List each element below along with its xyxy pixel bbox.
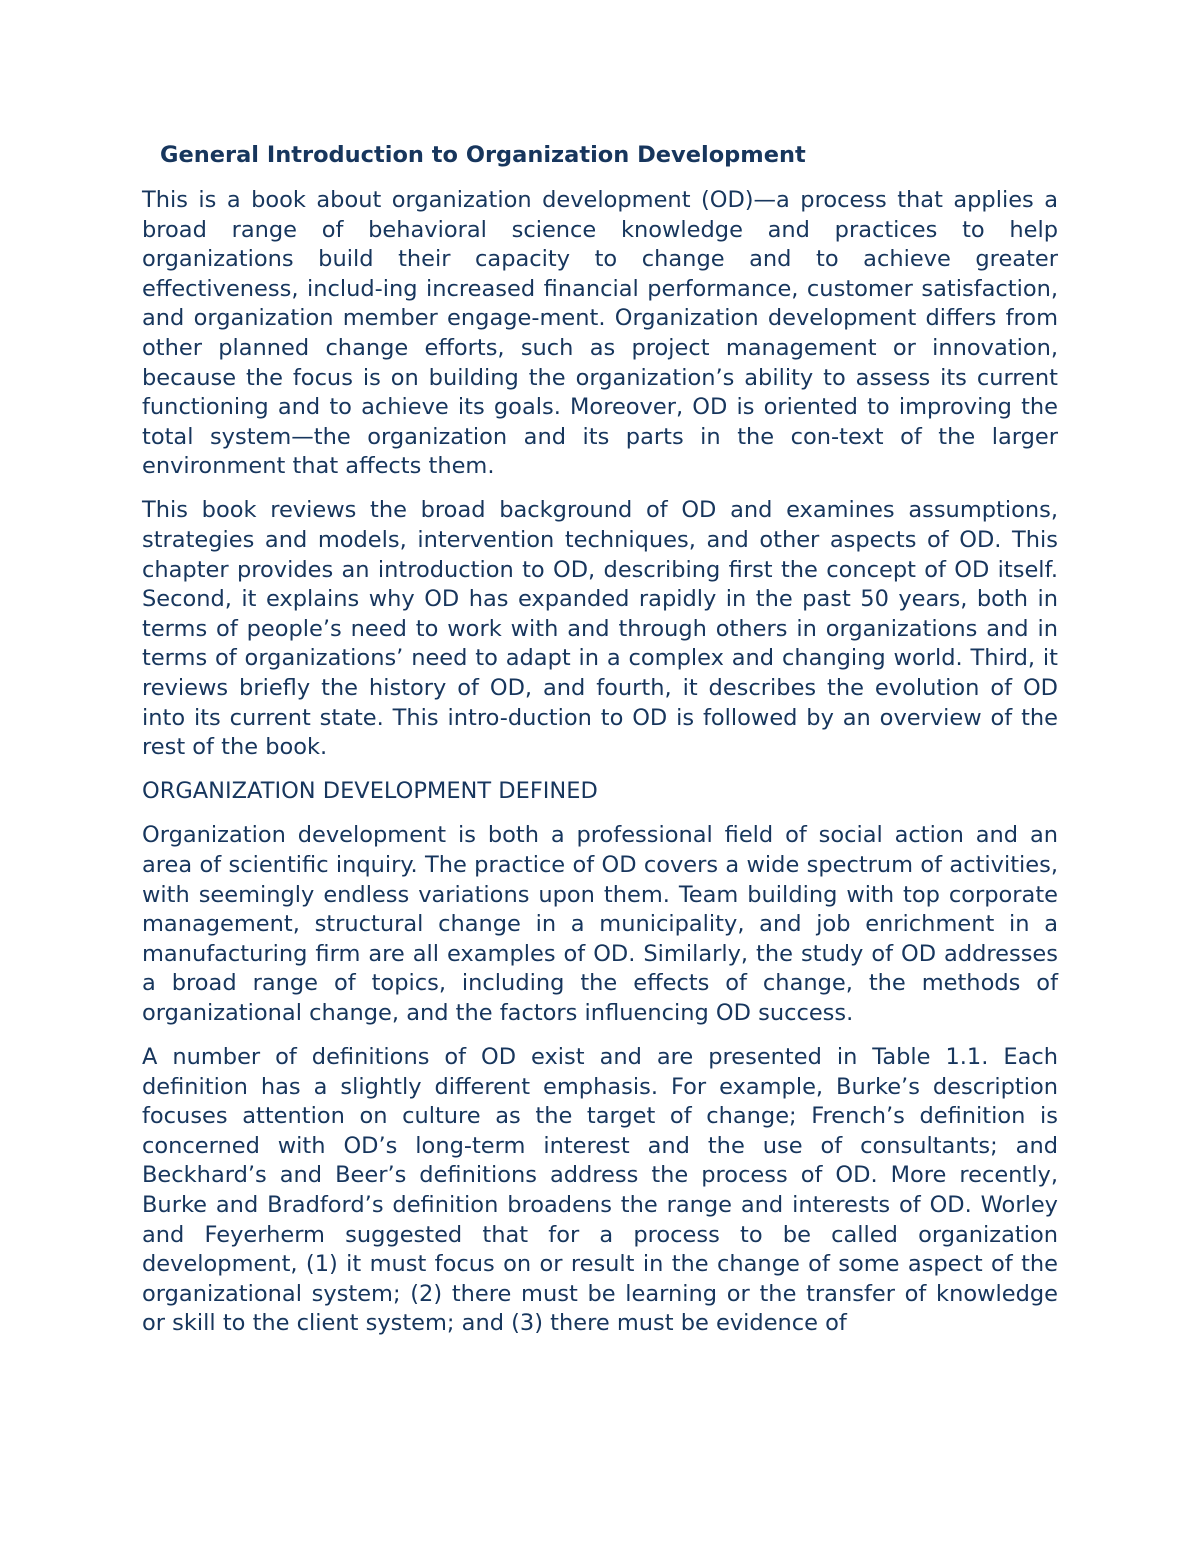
section-paragraph-2: A number of definitions of OD exist and are presented in Table 1.1. Each definition has a slightly different emphasis. For example, Burke’s description focuses attention on culture as the target of change; French’s definition is concerned with OD’s long-term interest and the use of consultants; and Beckhard’s and Beer’s definitions address the process of OD. More recently, Burke and Bradford’s definition broadens the range and interests of OD. Worley and Feyerherm suggested that for a process to be called organization development, (1) it must focus on or result in the change of some aspect of the organizational system; (2) there must be learning or the transfer of knowledge or skill to the client system; and (3) there must be evidence of [142,1044,1058,1337]
intro-paragraph-1: This is a book about organization development (OD)—a process that applies a broad range of behavioral science knowledge and practices to help organizations build their capacity to change and to achieve greater effectiveness, includ-ing increased financial performance, customer satisfaction, and organization member engage-ment. Organization development differs from other planned change efforts, such as project management or innovation, because the focus is on building the organization’s ability to assess its current functioning and to achieve its goals. Moreover, OD is oriented to improving the total system—the organization and its parts in the con-text of the larger environment that affects them. [142,187,1058,480]
intro-paragraph-2: This book reviews the broad background of OD and examines assumptions, strategies and models, intervention techniques, and other aspects of OD. This chapter provides an introduction to OD, describing first the concept of OD itself. Second, it explains why OD has expanded rapidly in the past 50 years, both in terms of people’s need to work with and through others in organizations and in terms of organizations’ need to adapt in a complex and changing world. Third, it reviews briefly the history of OD, and fourth, it describes the evolution of OD into its current state. This intro-duction to OD is followed by an overview of the rest of the book. [142,497,1058,761]
section-heading: ORGANIZATION DEVELOPMENT DEFINED [142,778,598,805]
section-paragraph-1: Organization development is both a professional field of social action and an area of scientific inquiry. The practice of OD covers a wide spectrum of activities, with seemingly endless variations upon them. Team building with top corporate management, structural change in a municipality, and job enrichment in a manufacturing firm are all examples of OD. Similarly, the study of OD addresses a broad range of topics, including the effects of change, the methods of organizational change, and the factors influencing OD success. [142,822,1058,1026]
document-title: General Introduction to Organization Development [160,142,806,168]
document-body [142,140,1058,1353]
